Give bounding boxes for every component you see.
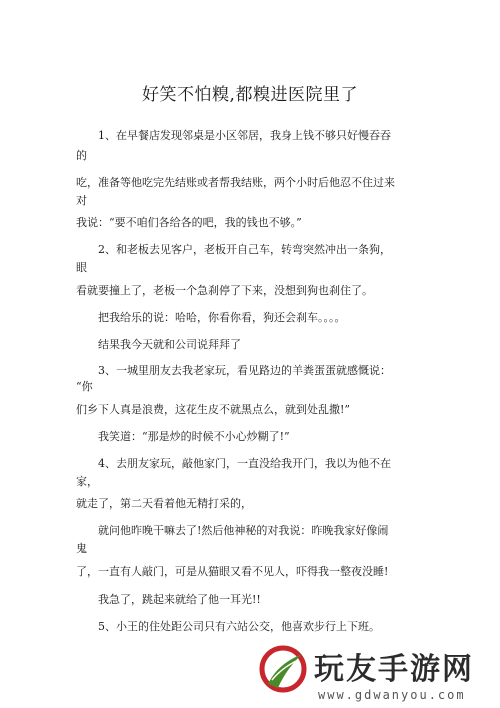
text-line: 对 xyxy=(76,194,87,207)
text-line: 我笑道：“那是炒的时候不小心炒糊了!” xyxy=(98,430,290,443)
site-logo-icon xyxy=(258,644,308,694)
text-line: 吃，准备等他吃完先结账或者帮我结账，两个小时后他忍不住过来 xyxy=(76,176,395,189)
text-line: 结果我今天就和公司说拜拜了 xyxy=(98,338,241,351)
text-line: 看就要撞上了，老板一个急刹停了下来，没想到狗也刹住了。 xyxy=(76,284,373,297)
text-line: 5、小王的住处距公司只有六站公交，他喜欢步行上下班。 xyxy=(98,620,380,633)
text-line: 了，一直有人敲门，可是从猫眼又看不见人，吓得我一整夜没睡! xyxy=(76,565,389,578)
text-line: “你 xyxy=(76,380,93,393)
text-line: 2、和老板去见客户，老板开自己车，转弯突然冲出一条狗， xyxy=(98,243,391,256)
text-line: 鬼 xyxy=(76,542,87,555)
text-line: 4、去朋友家玩，敲他家门，一直没给我开门，我以为他不在 xyxy=(98,457,391,470)
text-line: 家， xyxy=(76,475,98,488)
text-line: 眼 xyxy=(76,261,87,274)
site-watermark xyxy=(258,640,500,706)
text-line: 们乡下人真是浪费，这花生皮不就黑点么，就到处乱撒!” xyxy=(76,403,351,416)
text-line: 我急了，跳起来就给了他一耳光!! xyxy=(98,593,261,606)
text-line: 就问他昨晚干嘛去了!然后他神秘的对我说：昨晚我家好像闹 xyxy=(98,524,389,537)
watermark-url: www.gdwanyou.com xyxy=(318,688,466,702)
text-line: 我说：“要不咱们各给各的吧，我的钱也不够。” xyxy=(76,216,302,229)
document-title: 好笑不怕糗,都糗进医院里了 xyxy=(142,85,358,105)
text-line: 1、在早餐店发现邻桌是小区邻居，我身上钱不够只好慢吞吞 xyxy=(98,129,391,142)
text-line: 的 xyxy=(76,149,87,162)
text-line: 3、一城里朋友去我老家玩，看见路边的羊粪蛋蛋就感慨说： xyxy=(98,364,391,377)
watermark-site-name: 玩友手游网 xyxy=(314,652,474,687)
text-line: 就走了，第二天看着他无精打采的， xyxy=(76,497,252,510)
text-line: 把我给乐的说：哈哈，你看你看，狗还会刹车。。。。 xyxy=(98,311,346,324)
